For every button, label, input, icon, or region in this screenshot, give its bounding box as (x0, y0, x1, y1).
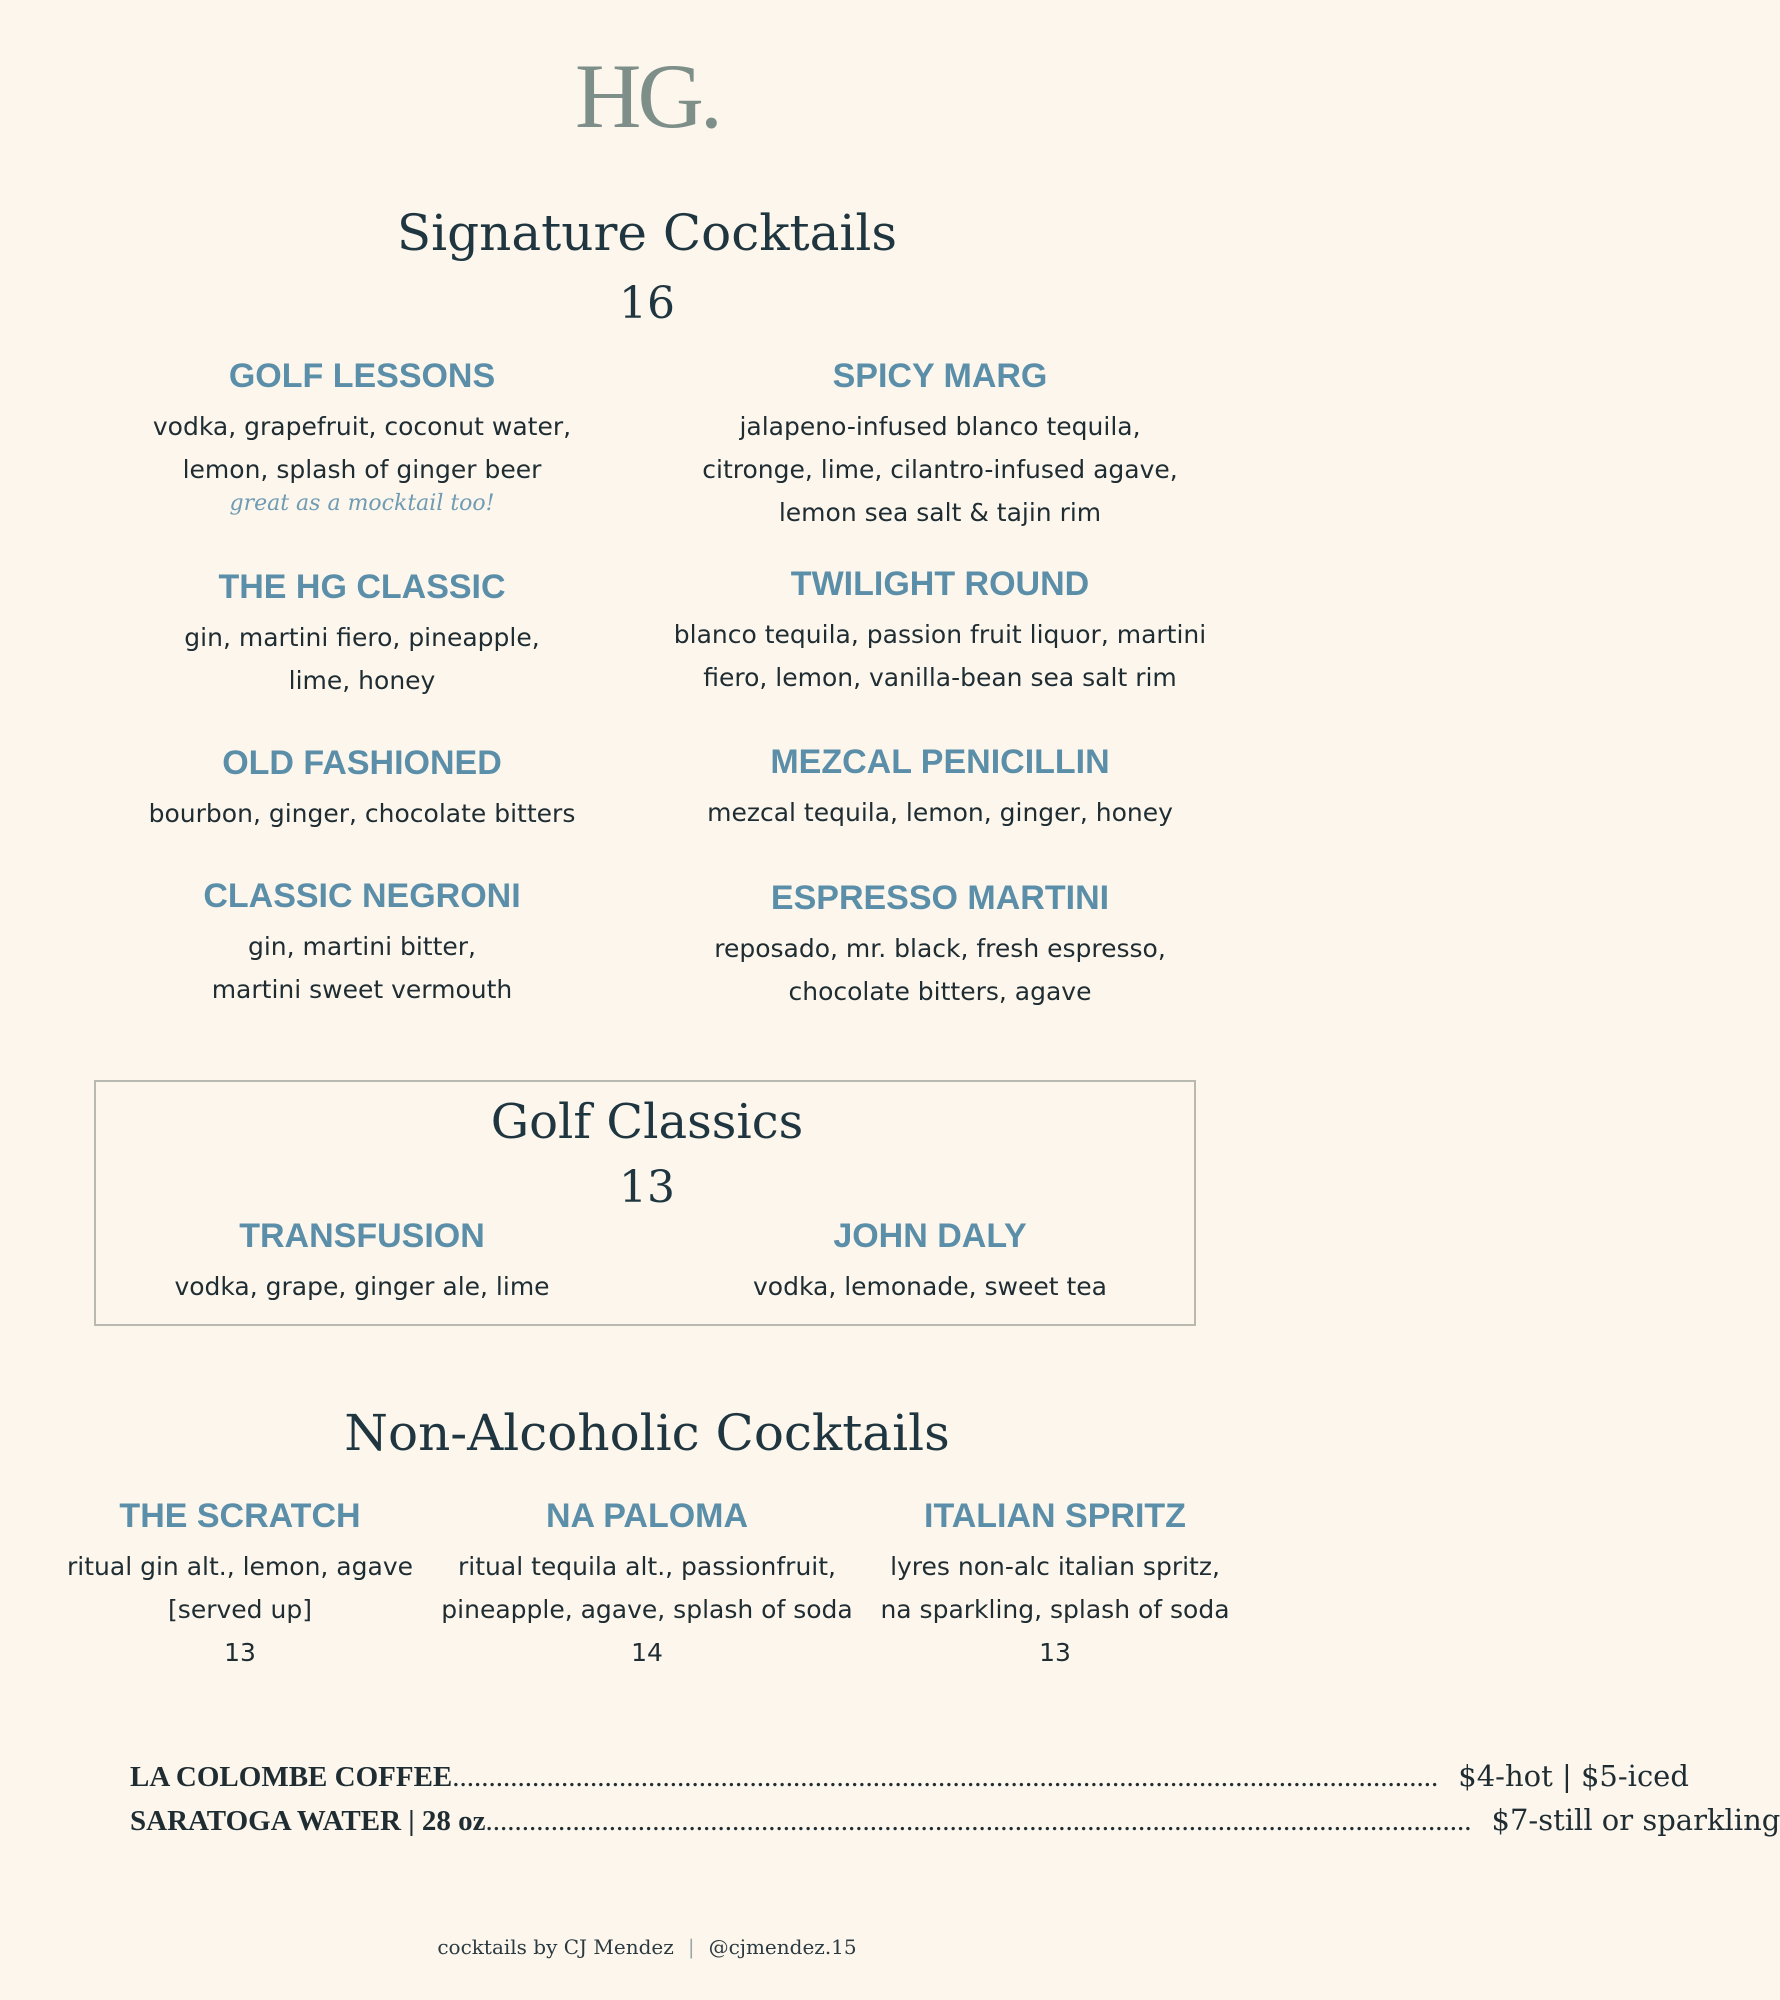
item-description: mezcal tequila, lemon, ginger, honey (707, 797, 1173, 827)
menu-item-mezcal-penicillin (670, 742, 1210, 834)
item-name: ESPRESSO MARTINI (770, 879, 1110, 917)
beverage-price: $7-still or sparkling (1491, 1803, 1780, 1837)
beverage-label: LA COLOMBE COFFEE (130, 1761, 453, 1793)
item-name: THE SCRATCH (119, 1497, 361, 1535)
menu-item-golf-lessons (112, 356, 612, 517)
item-description: gin, martini fiero, pineapple, lime, honey (184, 622, 540, 695)
menu-item-na-paloma (440, 1496, 854, 1674)
item-name: MEZCAL PENICILLIN (770, 743, 1110, 781)
item-name: THE HG CLASSIC (218, 568, 506, 606)
item-description: jalapeno-infused blanco tequila, citronge, lime, cilantro-infused agave, lemon sea salt & tajin rim (702, 411, 1178, 527)
item-description: ritual tequila alt., passionfruit, pineapple, agave, splash of soda (441, 1551, 853, 1624)
footer-separator: | (687, 1935, 695, 1959)
signature-section-title: Signature Cocktails (396, 204, 898, 262)
item-price: 14 (631, 1637, 663, 1667)
menu-item-espresso-martini (670, 878, 1210, 1013)
item-name: TRANSFUSION (239, 1217, 485, 1255)
leader-dots: ........................................................................................................................................ (452, 1761, 1439, 1793)
menu-item-spicy-marg (670, 356, 1210, 534)
item-name: TWILIGHT ROUND (790, 565, 1090, 603)
item-note: great as a mocktail too! (229, 490, 495, 516)
item-description: vodka, lemonade, sweet tea (753, 1271, 1107, 1301)
menu-item-classic-negroni (112, 876, 612, 1011)
item-name: ITALIAN SPRITZ (924, 1497, 1186, 1535)
item-description: lyres non-alc italian spritz, na sparkling, splash of soda (880, 1551, 1230, 1624)
item-name: SPICY MARG (832, 357, 1048, 395)
item-description: bourbon, ginger, chocolate bitters (148, 798, 576, 828)
leader-dots: ........................................................................................................................................ (485, 1805, 1472, 1837)
item-price: 13 (1039, 1637, 1071, 1667)
item-description: gin, martini bitter, martini sweet vermouth (211, 931, 513, 1004)
footer-credit: cocktails by CJ Mendez (437, 1935, 674, 1959)
logo: HG. (575, 45, 719, 147)
item-name: JOHN DALY (833, 1217, 1027, 1255)
item-description: reposado, mr. black, fresh espresso, chocolate bitters, agave (714, 933, 1166, 1006)
footer-handle[interactable]: @cjmendez.15 (708, 1935, 857, 1959)
menu-item-hg-classic (112, 567, 612, 702)
menu-item-twilight-round (660, 564, 1220, 699)
menu-item-john-daly (680, 1216, 1180, 1308)
golf-section-title: Golf Classics (490, 1094, 804, 1150)
item-name: CLASSIC NEGRONI (203, 877, 521, 915)
beverage-row-coffee (130, 1759, 1689, 1793)
item-description: ritual gin alt., lemon, agave [served up] (67, 1551, 413, 1624)
item-description: vodka, grape, ginger ale, lime (174, 1271, 550, 1301)
golf-section-price: 13 (619, 1162, 675, 1213)
item-price: 13 (224, 1637, 256, 1667)
na-section-title: Non-Alcoholic Cocktails (344, 1404, 950, 1462)
menu-item-transfusion (112, 1216, 612, 1308)
signature-section-price: 16 (619, 278, 675, 329)
menu-item-the-scratch (60, 1496, 420, 1674)
beverage-price: $4-hot | $5-iced (1458, 1759, 1689, 1793)
item-description: vodka, grapefruit, coconut water, lemon, splash of ginger beer (152, 411, 572, 484)
beverage-label: SARATOGA WATER | 28 oz (130, 1805, 486, 1837)
item-name: GOLF LESSONS (228, 357, 496, 395)
menu-item-old-fashioned (112, 743, 612, 835)
item-name: OLD FASHIONED (222, 744, 502, 782)
footer (0, 1935, 1294, 1959)
item-name: NA PALOMA (545, 1497, 749, 1535)
menu-item-italian-spritz (874, 1496, 1236, 1674)
item-description: blanco tequila, passion fruit liquor, martini fiero, lemon, vanilla-bean sea salt rim (673, 619, 1207, 692)
beverage-row-water (130, 1803, 1780, 1837)
